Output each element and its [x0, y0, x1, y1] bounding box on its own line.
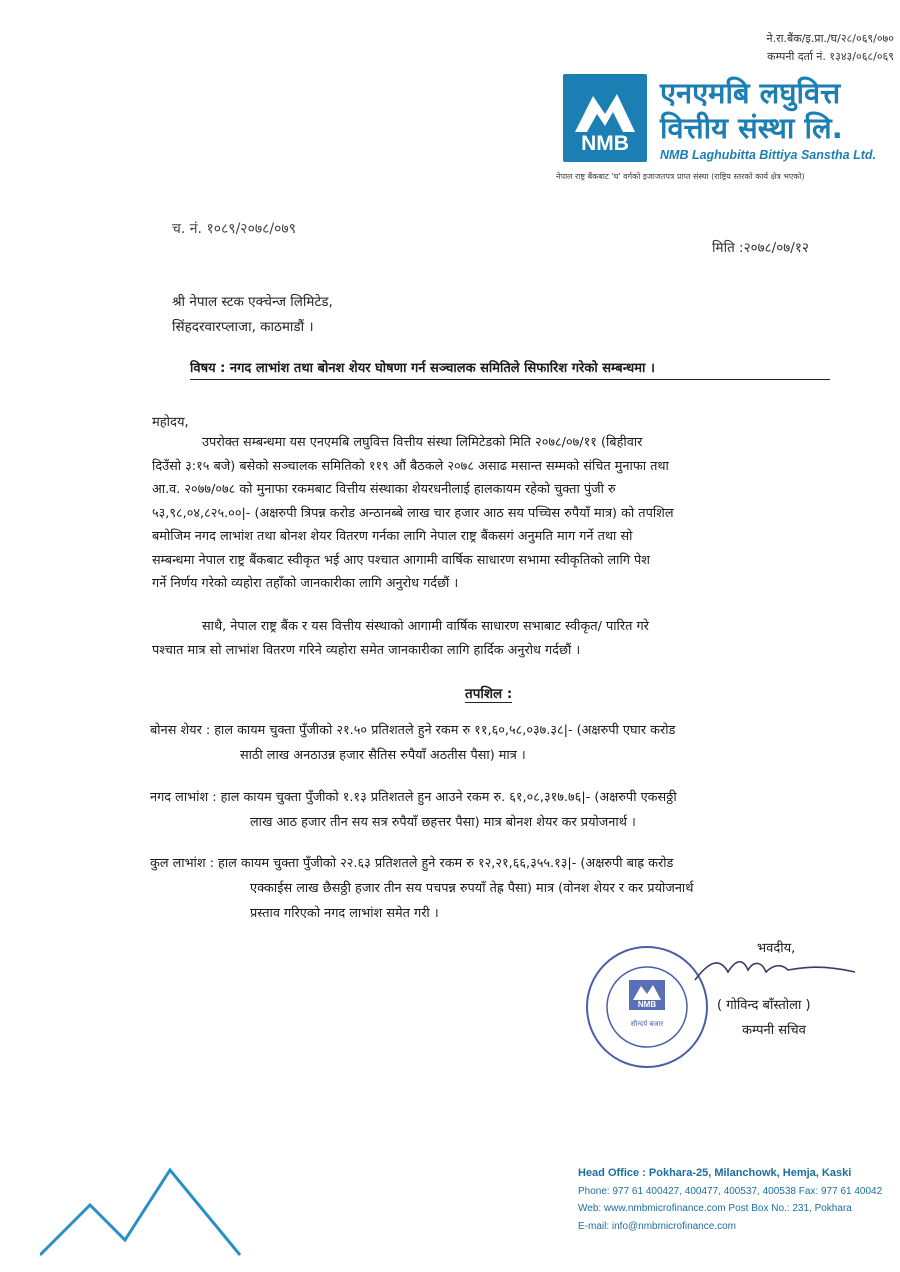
letter-subject: विषय : नगद लाभांश तथा बोनश शेयर घोषणा गर्न सञ्चालक समितिले सिफारिश गरेको सम्बन्धमा । — [190, 358, 830, 380]
detail-line: बोनस शेयर : हाल कायम चुक्ता पुँजीको २१.५० प्रतिशतले हुने रकम रु ११,६०,५८,०३७.३८|- (अक्षरुपी एघार करोड — [150, 723, 676, 738]
paragraph-1-line: दिउँसो ३:१५ बजे) बसेको सञ्चालक समितिको ११९ औं बैठकले २०७८ असाढ मसान्त सम्मको संचित मुनाफा तथा — [152, 458, 669, 474]
detail-line: नगद लाभांश : हाल कायम चुक्ता पुँजीको १.१३ प्रतिशतले हुन आउने रकम रु. ६१,०८,३१७.७६|- (अक्षरुपी एकसठ्ठी — [150, 790, 677, 805]
footer-email: E-mail: info@nmbmicrofinance.com — [578, 1220, 736, 1232]
details-heading: तपशिल : — [465, 686, 513, 702]
paragraph-1-line: ५३,९८,०४,८२५.००|- (अक्षरुपी त्रिपन्न करोड अन्ठानब्बे लाख चार हजार आठ सय पच्चिस रुपैयाँ मात्र) को तपशिल — [152, 505, 674, 521]
registration-number: ने.रा.बैंक/इ.प्रा./घ/२८/०६९/०७० — [766, 32, 894, 45]
reference-number: च. नं. १०८९/२०७८/०७९ — [172, 221, 296, 237]
detail-line: साठी लाख अनठाउन्न हजार सैतिस रुपैयाँ अठतीस पैसा) मात्र । — [240, 748, 526, 763]
footer-web: Web: www.nmbmicrofinance.com Post Box No.: 231, Pokhara — [578, 1203, 852, 1214]
signature — [690, 950, 860, 990]
recipient-line1: श्री नेपाल स्टक एक्चेन्ज लिमिटेड, — [172, 294, 333, 310]
footer-phone: Phone: 977 61 400427, 400477, 400537, 400538 Fax: 977 61 40042 — [578, 1185, 883, 1197]
footer-head-office: Head Office : Pokhara-25, Milanchowk, Hemja, Kaski — [578, 1167, 852, 1179]
detail-line: एक्काईस लाख छैसठ्ठी हजार तीन सय पचपन्न रुपयाँ तेह्र पैसा) मात्र (वोनश शेयर र कर प्रयोजनार्थ — [250, 881, 694, 896]
signatory-name: ( गोविन्द बाँस्तोला ) — [717, 998, 811, 1013]
paragraph-1-line: उपरोक्त सम्बन्धमा यस एनएमबि लघुवित्त वित्तीय संस्था लिमिटेडको मिति २०७८/०७/११ (बिहीवार — [202, 435, 643, 450]
detail-line: प्रस्ताव गरिएको नगद लाभांश समेत गरी । — [250, 906, 439, 921]
paragraph-1-line: बमोजिम नगद लाभांश तथा बोनश शेयर वितरण गर्नका लागि नेपाल राष्ट्र बैंकसगं अनुमति माग गर्ने तथा सो — [152, 529, 633, 544]
org-name-nepali-line1: एनएमबि लघुवित्त — [660, 76, 841, 110]
letter-date: मिति :२०७८/०७/१२ — [712, 240, 809, 256]
paragraph-2 — [152, 615, 842, 662]
footer-contact — [578, 1165, 882, 1235]
nmb-logo — [563, 74, 647, 162]
detail-line: लाख आठ हजार तीन सय सत्र रुपैयाँ छहत्तर पैसा) मात्र बोनश शेयर कर प्रयोजनार्थ । — [250, 815, 636, 830]
company-registration-number: कम्पनी दर्ता नं. १३४३/०६८/०६९ — [767, 50, 894, 63]
salutation: महोदय, — [152, 415, 189, 430]
detail-line: कुल लाभांश : हाल कायम चुक्ता पुँजीको २२.६३ प्रतिशतले हुने रकम रु १२,२१,६६,३५५.१३|- (अक्षरुपी बाह्र करोड — [150, 856, 674, 871]
detail-bonus-share — [150, 718, 850, 768]
paragraph-1-line: आ.व. २०७७/०७८ को मुनाफा रकमबाट वित्तीय संस्थाका शेयरधनीलाई हालकायम रहेको चुक्ता पुंजी रु — [152, 482, 616, 497]
paragraph-1 — [152, 431, 842, 596]
signatory-title: कम्पनी सचिव — [742, 1023, 806, 1038]
org-name-english: NMB Laghubitta Bittiya Sanstha Ltd. — [660, 148, 876, 162]
detail-total-dividend — [150, 851, 850, 926]
stamp-logo-text: NMB — [637, 1000, 657, 1009]
paragraph-2-line: साथै, नेपाल राष्ट्र बैंक र यस वित्तीय संस्थाको आगामी वार्षिक साधारण सभाबाट स्वीकृत/ पारित गरे — [202, 619, 649, 634]
logo-text: NMB — [581, 132, 629, 155]
paragraph-2-line: पश्चात मात्र सो लाभांश वितरण गरिने व्यहोरा समेत जानकारीका लागि हार्दिक अनुरोध गर्दछौं । — [152, 642, 581, 658]
recipient-line2: सिंहदरवारप्लाजा, काठमाडौं । — [172, 319, 314, 335]
org-tagline: नेपाल राष्ट्र बैंकबाट 'घ' वर्गको इजाजतपत्र प्राप्त संस्था (राष्ट्रिय स्तरको कार्य क्षेत्र भएको) — [556, 172, 805, 181]
org-name-nepali-line2: वित्तीय संस्था लि. — [660, 111, 843, 145]
paragraph-1-line: गर्ने निर्णय गरेको व्यहोरा तहाँको जानकारीका लागि अनुरोध गर्दछौं । — [152, 576, 459, 591]
detail-cash-dividend — [150, 785, 850, 835]
mountain-decoration-icon — [40, 1160, 260, 1260]
paragraph-1-line: सम्बन्धमा नेपाल राष्ट्र बैंकबाट स्वीकृत भई आए पश्चात आगामी वार्षिक साधारण सभामा स्वीकृतिको लागि पेश — [152, 552, 651, 568]
closing-text: भवदीय, — [757, 941, 796, 956]
stamp-center-text: सौन्दर्य बजार — [630, 1020, 664, 1028]
